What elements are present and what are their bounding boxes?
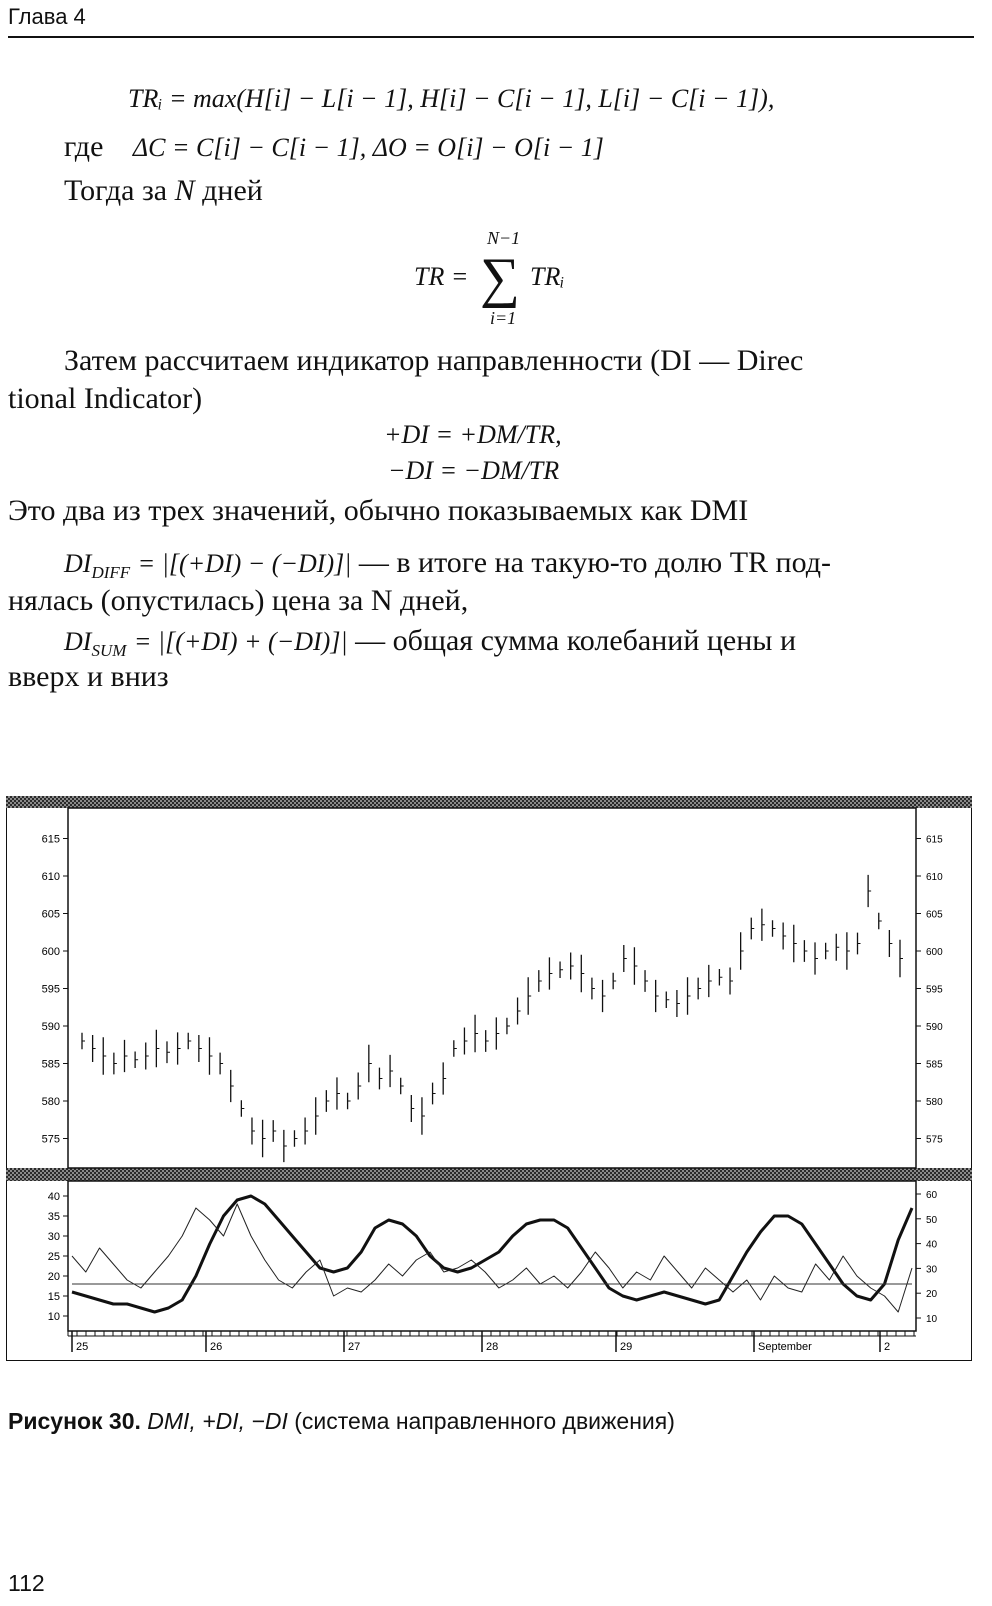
formula-delta: ΔC = C[i] − C[i − 1], ΔO = O[i] − O[i − 1] [132, 133, 604, 162]
formula-plus-di: +DI = +DM/TR, [384, 420, 562, 449]
indicator-tick-label-left: 30 [47, 1231, 60, 1243]
formula-minus-di: −DI = −DM/TR [388, 456, 560, 485]
price-tick-label-right: 575 [926, 1134, 943, 1146]
where-label: где [64, 130, 104, 163]
price-tick-label-left: 585 [41, 1058, 60, 1071]
then-days: дней [202, 174, 263, 207]
di-diff-line [64, 546, 831, 583]
paragraph-di-line-2: tional Indicator) [8, 382, 203, 415]
indicator-tick-label-right: 20 [926, 1289, 938, 1301]
then-line [64, 174, 263, 208]
caption-italic: DMI, +DI, −DI [147, 1408, 288, 1434]
paragraph-di-line-1: Затем рассчитаем индикатор направленности (DI — Direc [64, 344, 804, 377]
sum-lhs: TR = [414, 262, 469, 291]
date-axis-label: 27 [348, 1341, 361, 1353]
sum-sigma-icon: ∑ [480, 247, 520, 309]
page-number: 112 [8, 1570, 45, 1596]
then-text: Тогда за [64, 174, 168, 207]
price-tick-label-left: 580 [41, 1096, 60, 1108]
price-tick-label-right: 615 [926, 834, 943, 846]
indicator-tick-label-right: 60 [926, 1190, 938, 1201]
price-tick-label-left: 595 [41, 983, 60, 996]
dmi-sentence: Это два из трех значений, обычно показываемых как DMI [8, 494, 749, 527]
price-panel-titlebar [6, 796, 972, 808]
price-tick-label-left: 600 [41, 946, 60, 958]
formula-delta-line [64, 130, 604, 164]
header-divider [8, 36, 974, 38]
price-tick-label-right: 605 [926, 909, 943, 921]
chapter-header: Глава 4 [8, 4, 86, 29]
di-diff-explanation: — в итоге на такую-то долю TR под- [358, 546, 831, 579]
di-sum-line-2: вверх и вниз [8, 660, 169, 693]
price-tick-label-left: 615 [41, 833, 60, 846]
caption-rest: (система направленного движения) [294, 1408, 675, 1434]
date-axis-label: 26 [210, 1341, 223, 1353]
indicator-tick-label-left: 10 [47, 1311, 60, 1323]
price-tick-label-left: 610 [41, 871, 60, 883]
price-tick-label-right: 585 [926, 1059, 943, 1071]
date-axis-label: 2 [884, 1341, 891, 1353]
di-diff-subscript: DIFF [91, 563, 131, 582]
price-tick-label-right: 610 [926, 872, 943, 883]
di-diff-rhs: = |[(+DI) − (−DI)]| [137, 549, 352, 578]
di-diff-line-2: нялась (опустилась) цена за N дней, [8, 584, 469, 617]
date-axis-label: 28 [486, 1341, 499, 1353]
sum-lower-limit: i=1 [490, 308, 517, 328]
di-diff-lhs: DI [64, 549, 92, 578]
price-tick-label-right: 595 [926, 984, 943, 996]
di-sum-lhs: DI [64, 627, 92, 656]
di-sum-line [64, 624, 796, 661]
date-axis-label: September [758, 1341, 812, 1353]
dmi-figure [6, 796, 972, 1361]
formula-tr-i: TRᵢ = max(H[i] − L[i − 1], H[i] − C[i − 1], L[i] − C[i − 1]), [128, 84, 775, 113]
indicator-tick-label-left: 15 [47, 1291, 60, 1303]
indicator-tick-label-right: 10 [926, 1314, 938, 1325]
date-axis-label: 29 [620, 1341, 633, 1353]
caption-label: Рисунок 30. [8, 1408, 141, 1434]
price-tick-label-right: 600 [926, 947, 943, 958]
figure-caption [8, 1408, 675, 1435]
indicator-panel-titlebar [6, 1168, 972, 1181]
price-tick-label-left: 575 [41, 1133, 60, 1146]
indicator-tick-label-left: 40 [47, 1191, 60, 1203]
price-tick-label-right: 590 [926, 1022, 943, 1033]
indicator-tick-label-right: 30 [926, 1264, 938, 1276]
indicator-tick-label-left: 25 [47, 1251, 60, 1263]
price-tick-label-left: 590 [41, 1021, 60, 1033]
then-n: N [174, 174, 195, 207]
sum-term: TRᵢ [530, 262, 565, 291]
di-sum-explanation: — общая сумма колебаний цены и [355, 624, 797, 657]
price-tick-label-left: 605 [41, 908, 60, 921]
sum-upper-limit: N−1 [487, 228, 521, 248]
di-sum-subscript: SUM [91, 641, 127, 660]
date-axis-label: 25 [76, 1341, 89, 1353]
indicator-tick-label-right: 40 [926, 1239, 938, 1251]
di-sum-rhs: = |[(+DI) + (−DI)]| [133, 627, 348, 656]
price-tick-label-right: 580 [926, 1097, 943, 1108]
indicator-tick-label-left: 35 [47, 1211, 60, 1223]
indicator-tick-label-left: 20 [47, 1271, 60, 1283]
indicator-tick-label-right: 50 [926, 1214, 938, 1226]
